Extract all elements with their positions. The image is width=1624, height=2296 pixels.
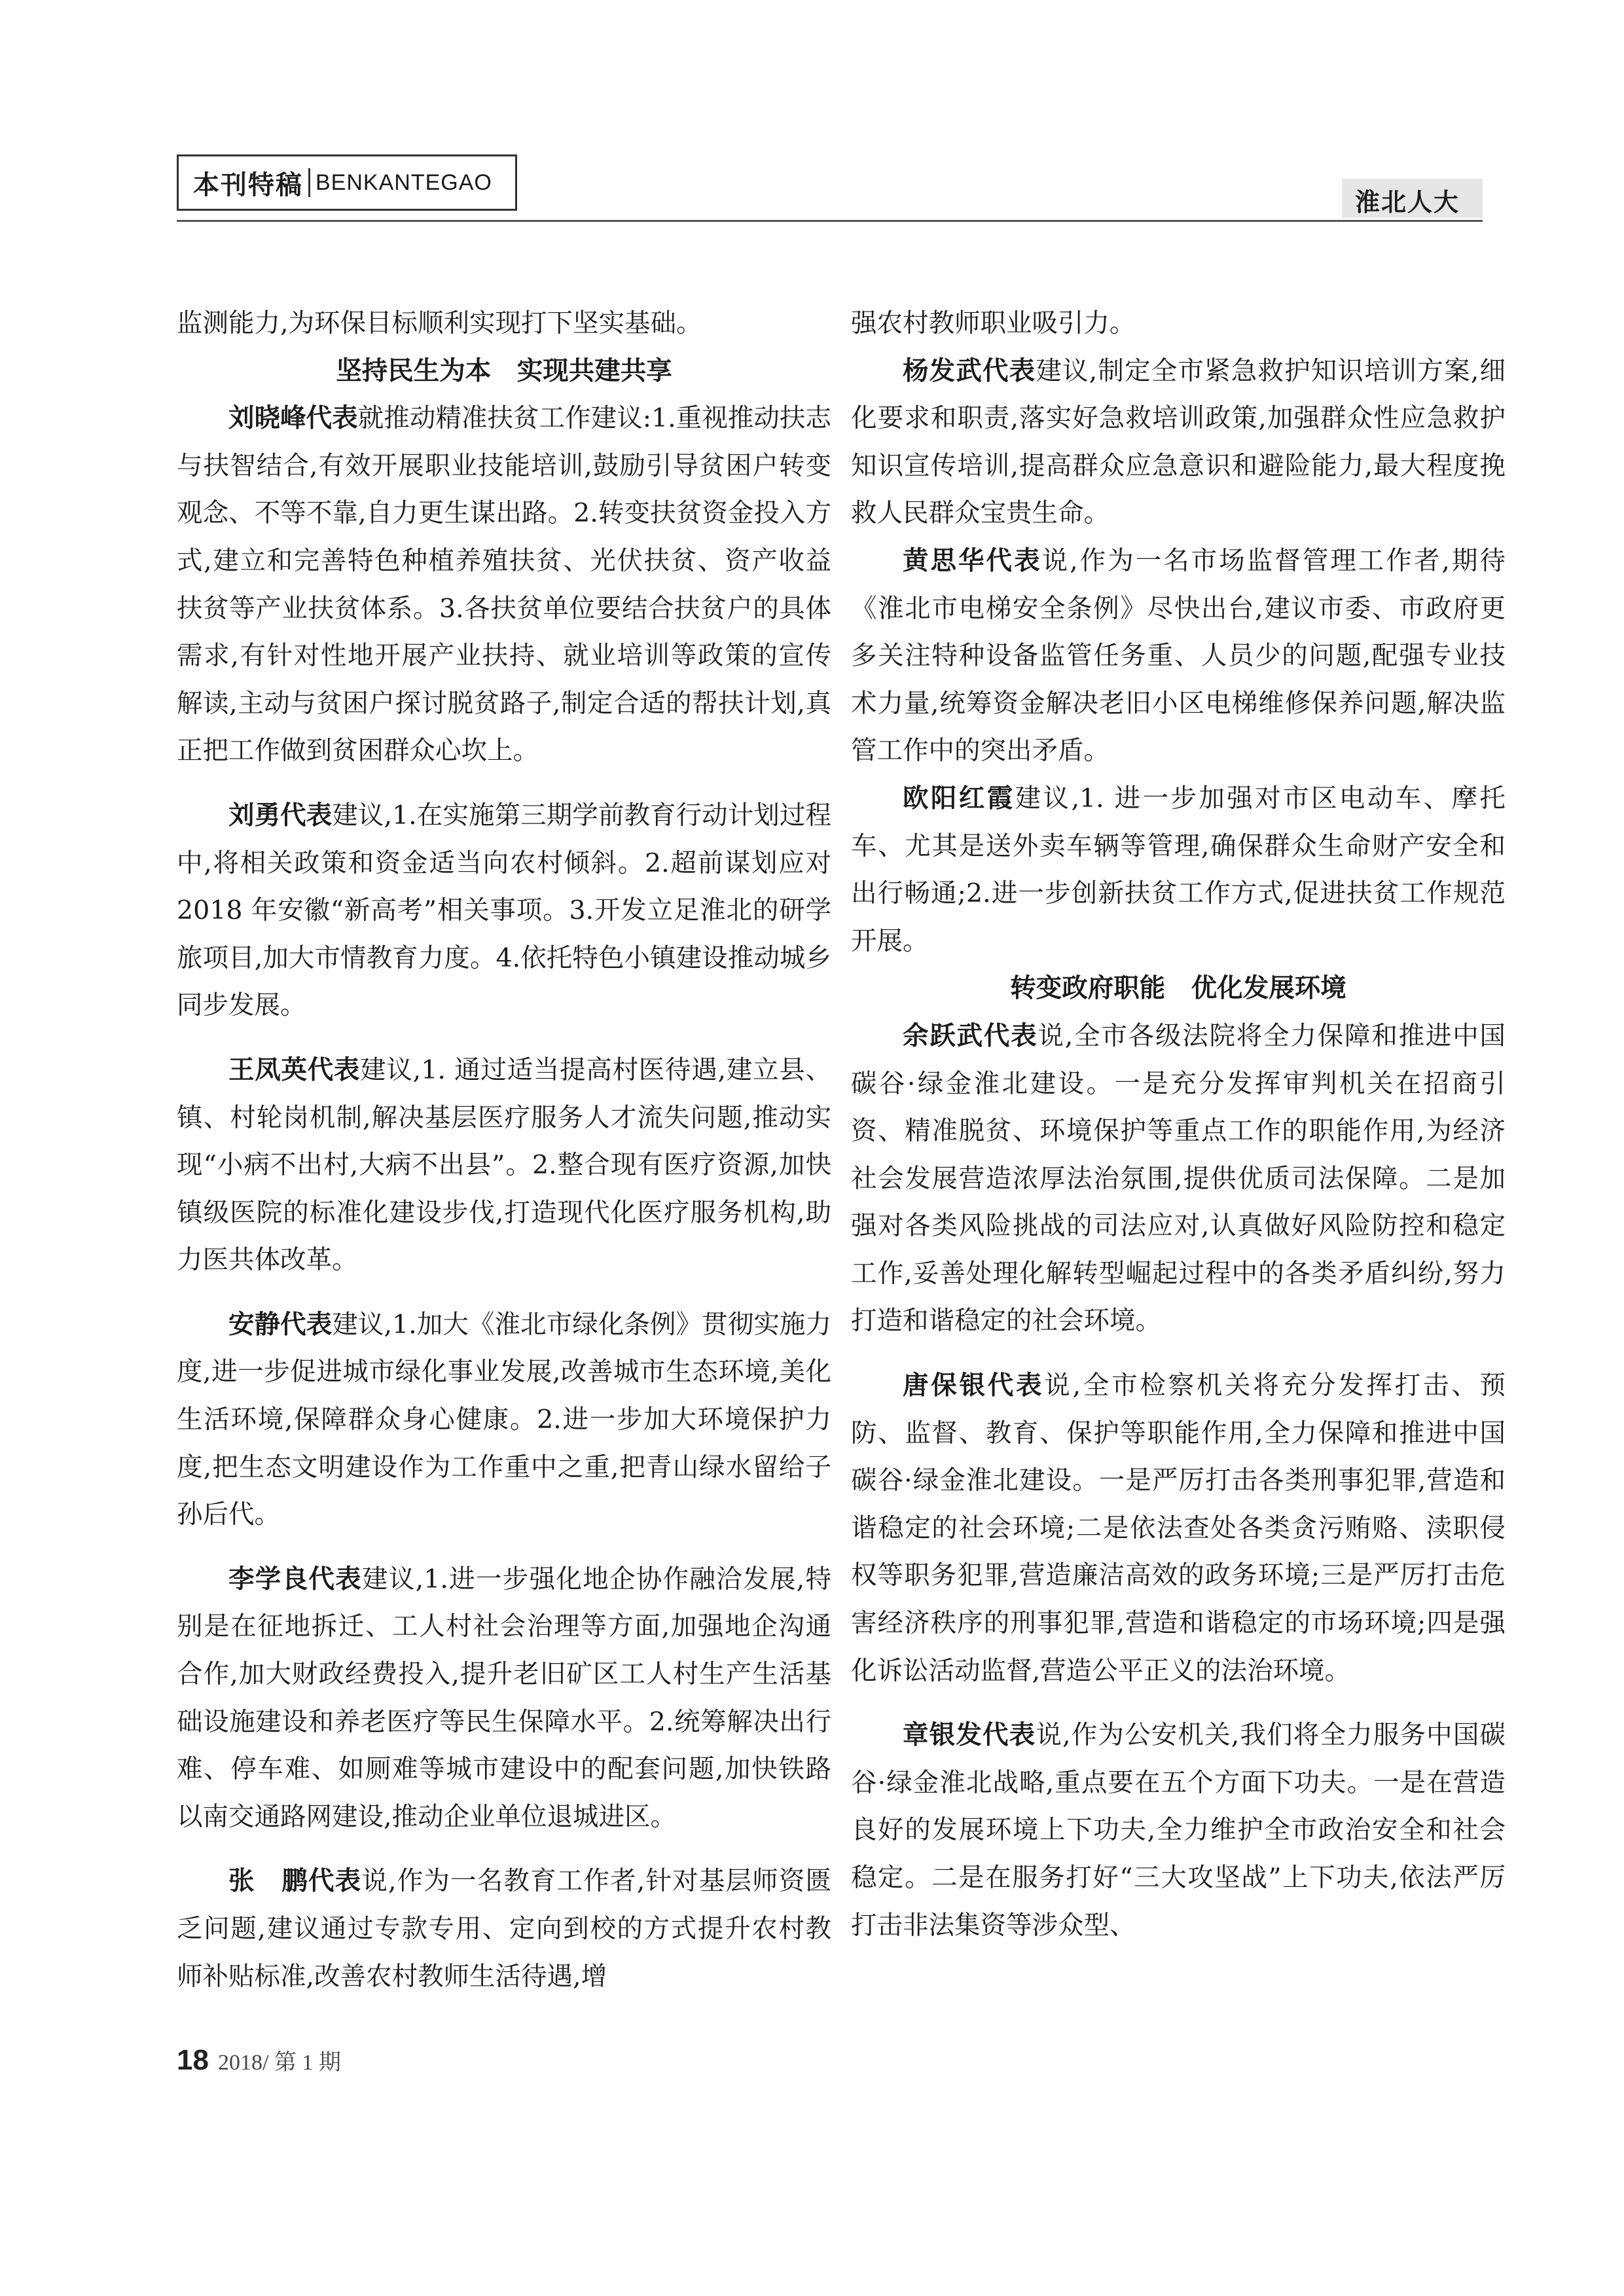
section-title-en: BENKANTEGAO [316, 170, 492, 195]
paragraph-text: 建议,1. 进一步加强对市区电动车、摩托车、尤其是送外卖车辆等管理,确保群众生命财产安全和出行畅通;2.进一步创新扶贫工作方式,促进扶贫工作规范开展。 [851, 783, 1506, 956]
delegate-name: 章银发代表 [903, 1720, 1036, 1751]
paragraph-text: 说,作为公安机关,我们将全力服务中国碳谷·绿金淮北战略,重点要在五个方面下功夫。一是在营造良好的发展环境上下功夫,全力维护全市政治安全和社会稳定。二是在服务打好“三大攻坚战”上下功夫,依法严厉打击非法集资等涉众型、 [851, 1720, 1506, 1941]
paragraph [177, 792, 831, 1030]
section-tag [177, 154, 517, 211]
page-footer [177, 2044, 341, 2077]
paragraph [851, 1712, 1506, 1949]
delegate-name: 刘勇代表 [228, 800, 333, 831]
delegate-name: 李学良代表 [228, 1564, 363, 1594]
paragraph-text: 说,全市各级法院将全力保障和推进中国碳谷·绿金淮北建设。一是充分发挥审判机关在招商引资、精准脱贫、环境保护等重点工作的职能作用,为经济社会发展营造浓厚法治氛围,提供优质司法保障。二是加强对各类风险挑战的司法应对,认真做好风险防控和稳定工作,妥善处理化解转型崛起过程中的各类矛盾纠纷,努力打造和谐稳定的社会环境。 [851, 1020, 1506, 1336]
paragraph [177, 395, 831, 775]
paragraph [851, 348, 1506, 537]
paragraph [177, 1047, 831, 1284]
section-title-cn: 本刊特稿 [193, 170, 303, 200]
right-column [851, 300, 1506, 1949]
delegate-name: 唐保银代表 [903, 1371, 1045, 1401]
header-rule [177, 220, 1483, 222]
paragraph-text: 建议,1.进一步强化地企协作融洽发展,特别是在征地拆迁、工人村社会治理等方面,加强地企沟通合作,加大财政经费投入,提升老旧矿区工人村生产生活基础设施建设和养老医疗等民生保障水平。2.统筹解决出行难、停车难、如厕难等城市建设中的配套问题,加快铁路以南交通路网建设,推动企业单位退城进区。 [177, 1564, 831, 1832]
section-divider [308, 168, 310, 197]
section-heading: 坚持民生为本 实现共建共享 [336, 355, 672, 386]
delegate-name: 黄思华代表 [903, 545, 1042, 576]
paragraph-text: 说,全市检察机关将充分发挥打击、预防、监督、教育、保护等职能作用,全力保障和推进中国碳谷·绿金淮北建设。一是严厉打击各类刑事犯罪,营造和谐稳定的社会环境;二是依法查处各类贪污贿赂、渎职侵权等职务犯罪,营造廉洁高效的政务环境;三是严厉打击危害经济秩序的刑事犯罪,营造和谐稳定的市场环境;四是强化诉讼活动监督,营造公平正义的法治环境。 [851, 1371, 1506, 1686]
paragraph [177, 1301, 831, 1539]
delegate-name: 刘晓峰代表 [228, 403, 358, 434]
delegate-name: 杨发武代表 [903, 355, 1036, 386]
paragraph-text: 就推动精准扶贫工作建议:1.重视推动扶志与扶智结合,有效开展职业技能培训,鼓励引导贫困户转变观念、不等不靠,自力更生谋出路。2.转变扶贫资金投入方式,建立和完善特色种植养殖扶贫、光伏扶贫、资产收益扶贫等产业扶贫体系。3.各扶贫单位要结合扶贫户的具体需求,有针对性地开展产业扶持、就业培训等政策的宣传解读,主动与贫困户探讨脱贫路子,制定合适的帮扶计划,真正把工作做到贫困群众心坎上。 [177, 403, 832, 766]
delegate-name: 安静代表 [228, 1309, 333, 1340]
paragraph [851, 1013, 1506, 1345]
issue-label: 2018/ 第 1 期 [217, 2051, 341, 2075]
section-heading: 转变政府职能 优化发展环境 [1010, 973, 1346, 1004]
paragraph: 监测能力,为环保目标顺利实现打下坚实基础。 [177, 308, 702, 338]
paragraph-text: 说,作为一名教育工作者,针对基层师资匮乏问题,建议通过专款专用、定向到校的方式提升农村教师补贴标准,改善农村教师生活待遇,增 [177, 1866, 831, 1992]
delegate-name: 王凤英代表 [228, 1054, 361, 1085]
paragraph: 强农村教师职业吸引力。 [851, 308, 1136, 338]
journal-name: 淮北人大 [1355, 188, 1460, 217]
paragraph-text: 建议,1.在实施第三期学前教育行动计划过程中,将相关政策和资金适当向农村倾斜。2.超前谋划应对 2018 年安徽“新高考”相关事项。3.开发立足淮北的研学旅项目,加大市情教育力度。4.依托特色小镇建设推动城乡同步发展。 [177, 800, 832, 1021]
paragraph [851, 1362, 1506, 1695]
paragraph-text: 建议,1.加大《淮北市绿化条例》贯彻实施力度,进一步促进城市绿化事业发展,改善城市生态环境,美化生活环境,保障群众身心健康。2.进一步加大环境保护力度,把生态文明建设作为工作重中之重,把青山绿水留给子孙后代。 [177, 1309, 832, 1530]
paragraph-text: 说,作为一名市场监督管理工作者,期待《淮北市电梯安全条例》尽快出台,建议市委、市政府更多关注特种设备监管任务重、人员少的问题,配强专业技术力量,统筹资金解决老旧小区电梯维修保养问题,解决监管工作中的突出矛盾。 [851, 545, 1506, 766]
page-number: 18 [177, 2044, 209, 2076]
delegate-name: 余跃武代表 [903, 1020, 1038, 1051]
paragraph [851, 775, 1506, 965]
paragraph-text: 建议,制定全市紧急救护知识培训方案,细化要求和职责,落实好急救培训政策,加强群众性应急救护知识宣传培训,提高群众应急意识和避险能力,最大程度挽救人民群众宝贵生命。 [851, 355, 1506, 529]
paragraph [851, 537, 1506, 775]
delegate-name: 张 鹏代表 [228, 1866, 362, 1897]
paragraph [177, 1556, 831, 1841]
paragraph [177, 1857, 831, 2000]
delegate-name: 欧阳红霞 [903, 783, 1015, 814]
left-column [177, 300, 831, 2000]
paragraph-text: 建议,1. 通过适当提高村医待遇,建立县、镇、村轮岗机制,解决基层医疗服务人才流失问题,推动实现“小病不出村,大病不出县”。2.整合现有医疗资源,加快镇级医院的标准化建设步伐,打造现代化医疗服务机构,助力医共体改革。 [177, 1054, 831, 1276]
